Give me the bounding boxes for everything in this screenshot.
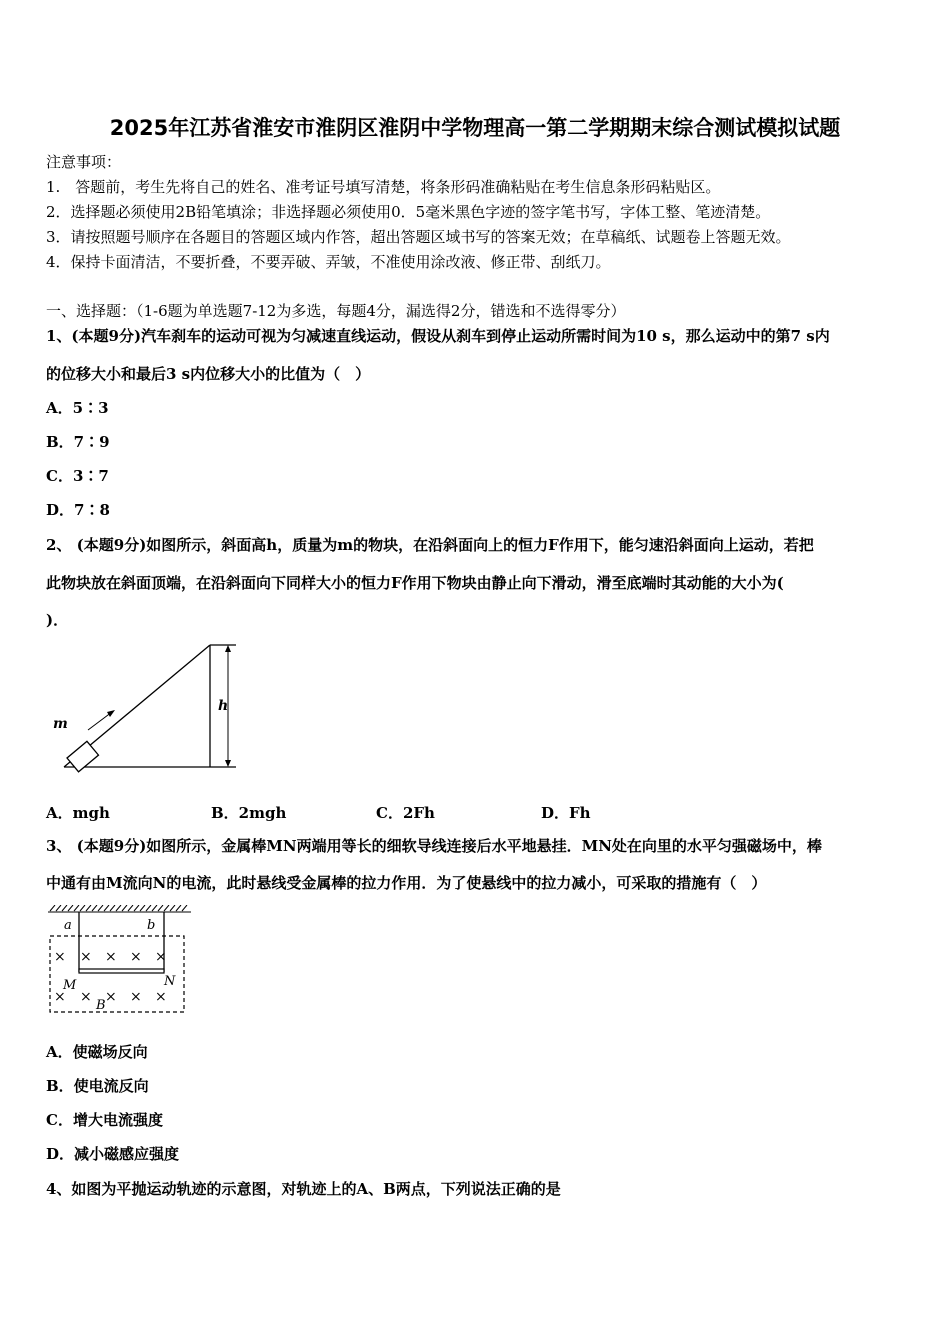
q3-stem-line1: 3、 (本题9分)如图所示，金属棒MN两端用等长的细软导线连接后水平地悬挂．MN处在向里的水平匀强磁场中，棒 bbox=[46, 837, 822, 855]
cross-mark: × bbox=[155, 989, 167, 1005]
notice-item: 3．请按照题号顺序在各题目的答题区域内作答，超出答题区域书写的答案无效；在草稿纸、试题卷上答题无效。 bbox=[46, 228, 791, 246]
cross-mark: × bbox=[80, 989, 92, 1005]
notice-item: 4．保持卡面清洁，不要折叠，不要弄破、弄皱，不准使用涂改液、修正带、刮纸刀。 bbox=[46, 253, 611, 271]
force-arrow bbox=[88, 712, 112, 730]
q2-stem-line2: 此物块放在斜面顶端，在沿斜面向下同样大小的恒力F作用下物块由静止向下滑动，滑至底端时其动能的大小为( bbox=[46, 574, 784, 592]
label-n: N bbox=[164, 974, 176, 989]
height-arrow-bottom bbox=[225, 760, 231, 767]
q3-stem-line2: 中通有由M流向N的电流，此时悬线受金属棒的拉力作用．为了使悬线中的拉力减小，可采取的措施有（ ） bbox=[46, 874, 767, 892]
cross-mark: × bbox=[54, 949, 66, 965]
cross-mark: × bbox=[130, 989, 142, 1005]
q4-stem-line1: 4、如图为平抛运动轨迹的示意图，对轨迹上的A、B两点，下列说法正确的是 bbox=[46, 1180, 561, 1198]
notice-item: 1. 答题前，考生先将自己的姓名、准考证号填写清楚，将条形码准确粘贴在考生信息条形码粘贴区。 bbox=[46, 178, 721, 196]
section-header: 一、选择题：（1-6题为单选题7-12为多选，每题4分，漏选得2分，错选和不选得零分） bbox=[46, 302, 626, 320]
cross-mark: × bbox=[155, 949, 167, 965]
label-b: b bbox=[147, 918, 156, 933]
label-a: a bbox=[64, 918, 72, 933]
q2-option-c: C．2Fh bbox=[376, 804, 435, 822]
q3-option-a: A．使磁场反向 bbox=[46, 1043, 148, 1061]
height-arrow-top bbox=[225, 645, 231, 652]
field-crosses bbox=[54, 949, 167, 1005]
force-arrowhead bbox=[107, 710, 115, 717]
q1-stem-line2: 的位移大小和最后3 s内位移大小的比值为（ ） bbox=[46, 365, 371, 383]
cross-mark: × bbox=[130, 949, 142, 965]
q2-option-b: B．2mgh bbox=[211, 804, 287, 822]
notice-item: 2．选择题必须使用2B铅笔填涂；非选择题必须使用0．5毫米黑色字迹的签字笔书写，字体工整、笔迹清楚。 bbox=[46, 203, 771, 221]
cross-mark: × bbox=[54, 989, 66, 1005]
label-m: M bbox=[63, 978, 77, 993]
q3-option-c: C．增大电流强度 bbox=[46, 1111, 163, 1129]
q2-stem-line3: )． bbox=[46, 611, 69, 629]
exam-title: 2025年江苏省淮安市淮阴区淮阴中学物理高一第二学期期末综合测试模拟试题 bbox=[109, 116, 841, 140]
notice-heading: 注意事项： bbox=[46, 153, 122, 171]
q1-option-a: A．5∶3 bbox=[46, 399, 109, 417]
q1-option-c: C．3∶7 bbox=[46, 467, 109, 485]
ceiling-hatch bbox=[48, 905, 191, 911]
cross-mark: × bbox=[80, 949, 92, 965]
q3-option-b: B．使电流反向 bbox=[46, 1077, 149, 1095]
q1-option-d: D．7∶8 bbox=[46, 501, 110, 519]
cross-mark: × bbox=[105, 989, 117, 1005]
magnetic-field-figure bbox=[46, 905, 196, 1017]
q1-stem-line1: 1、(本题9分)汽车刹车的运动可视为匀减速直线运动，假设从刹车到停止运动所需时间为10 s，那么运动中的第7 s内 bbox=[46, 327, 830, 345]
incline-figure bbox=[46, 640, 246, 775]
cross-mark: × bbox=[105, 949, 117, 965]
rod-mn bbox=[79, 969, 164, 973]
q3-option-d: D．减小磁感应强度 bbox=[46, 1145, 180, 1163]
q1-option-b: B．7∶9 bbox=[46, 433, 110, 451]
q2-option-a: A．mgh bbox=[46, 804, 110, 822]
mass-label: m bbox=[53, 716, 68, 732]
q2-stem-line1: 2、 (本题9分)如图所示，斜面高h，质量为m的物块，在沿斜面向上的恒力F作用下，能匀速沿斜面向上运动，若把 bbox=[46, 536, 814, 554]
q2-option-d: D．Fh bbox=[541, 804, 591, 822]
label-field-b: B bbox=[96, 998, 106, 1013]
height-label: h bbox=[218, 698, 229, 714]
